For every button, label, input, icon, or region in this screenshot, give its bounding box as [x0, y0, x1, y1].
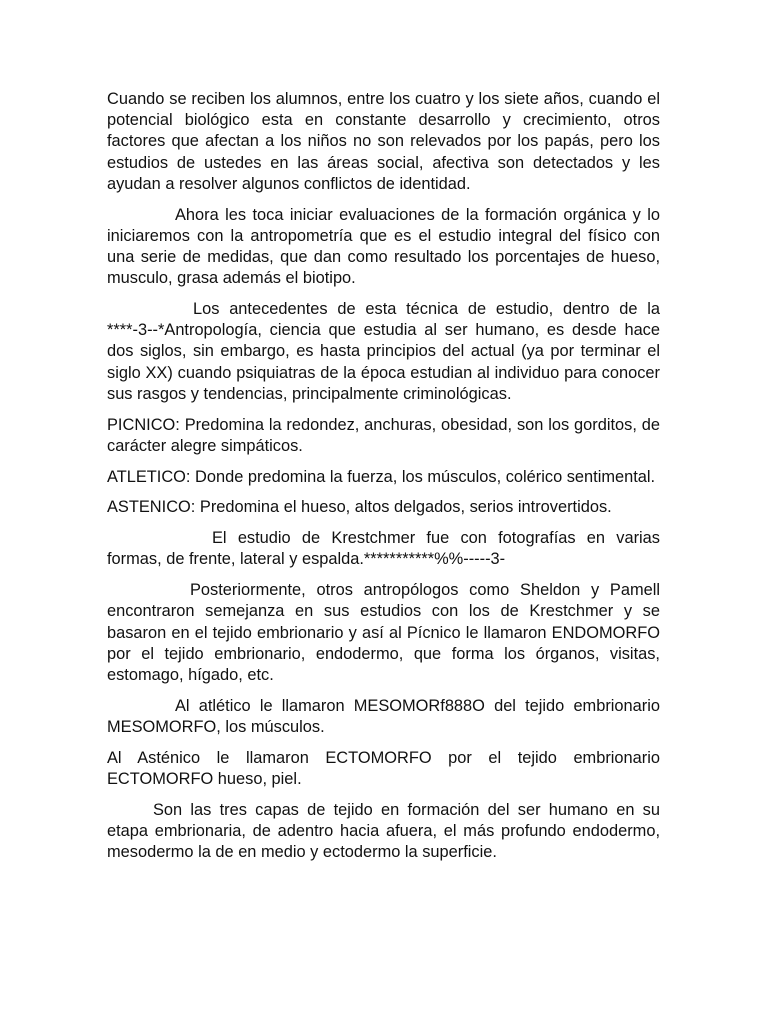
- paragraph-ectomorfo: Al Asténico le llamaron ECTOMORFO por el tejido embrionario ECTOMORFO hueso, piel.: [107, 748, 660, 789]
- paragraph-picnico: PICNICO: Predomina la redondez, anchuras, obesidad, son los gorditos, de carácter alegre simpáticos.: [107, 415, 660, 455]
- paragraph-antropometria: Ahora les toca iniciar evaluaciones de la formación orgánica y lo iniciaremos con la antropometría que es el estudio integral del físico con una serie de medidas, que dan como resultado los porcentajes de hueso, musculo, grasa además el biotipo.: [107, 205, 660, 288]
- paragraph-capas: Son las tres capas de tejido en formación del ser humano en su etapa embrionaria, de adentro hacia afuera, el más profundo endodermo, mesodermo la de en medio y ectodermo la superficie.: [107, 800, 660, 862]
- paragraph-atletico: ATLETICO: Donde predomina la fuerza, los músculos, colérico sentimental.: [107, 467, 656, 486]
- paragraph-antecedentes: Los antecedentes de esta técnica de estudio, dentro de la ****-3--*Antropología, ciencia que estudia al ser humano, es desde hace dos siglos, sin embargo, es hasta principios del actual (ya por terminar el siglo XX) cuando psiquiatras de la época estudian al individuo para conocer sus rasgos y tendencias, principalmente criminológicas.: [107, 300, 660, 403]
- paragraph-astenico: ASTENICO: Predomina el hueso, altos delgados, serios introvertidos.: [107, 498, 612, 517]
- paragraph-intro: Cuando se reciben los alumnos, entre los cuatro y los siete años, cuando el potencial biológico esta en constante desarrollo y crecimiento, otros factores que afectan a los niños no son relevados por los papás, pero los estudios de ustedes en las áreas social, afectiva son detectados y les ayudan a resolver algunos conflictos de identidad.: [107, 90, 660, 193]
- paragraph-mesomorfo: Al atlético le llamaron MESOMORf888O del tejido embrionario MESOMORFO, los músculos.: [107, 696, 660, 737]
- paragraph-krestchmer: El estudio de Krestchmer fue con fotografías en varias formas, de frente, lateral y espalda.***********%%-----3-: [107, 529, 660, 569]
- document-page: [107, 89, 660, 873]
- paragraph-sheldon: Posteriormente, otros antropólogos como Sheldon y Pamell encontraron semejanza en sus estudios con los de Krestchmer y se basaron en el tejido embrionario y así al Pícnico le llamaron ENDOMORFO por el tejido embrionario, endodermo, que forma los órganos, visitas, estomago, hígado, etc.: [107, 581, 660, 685]
